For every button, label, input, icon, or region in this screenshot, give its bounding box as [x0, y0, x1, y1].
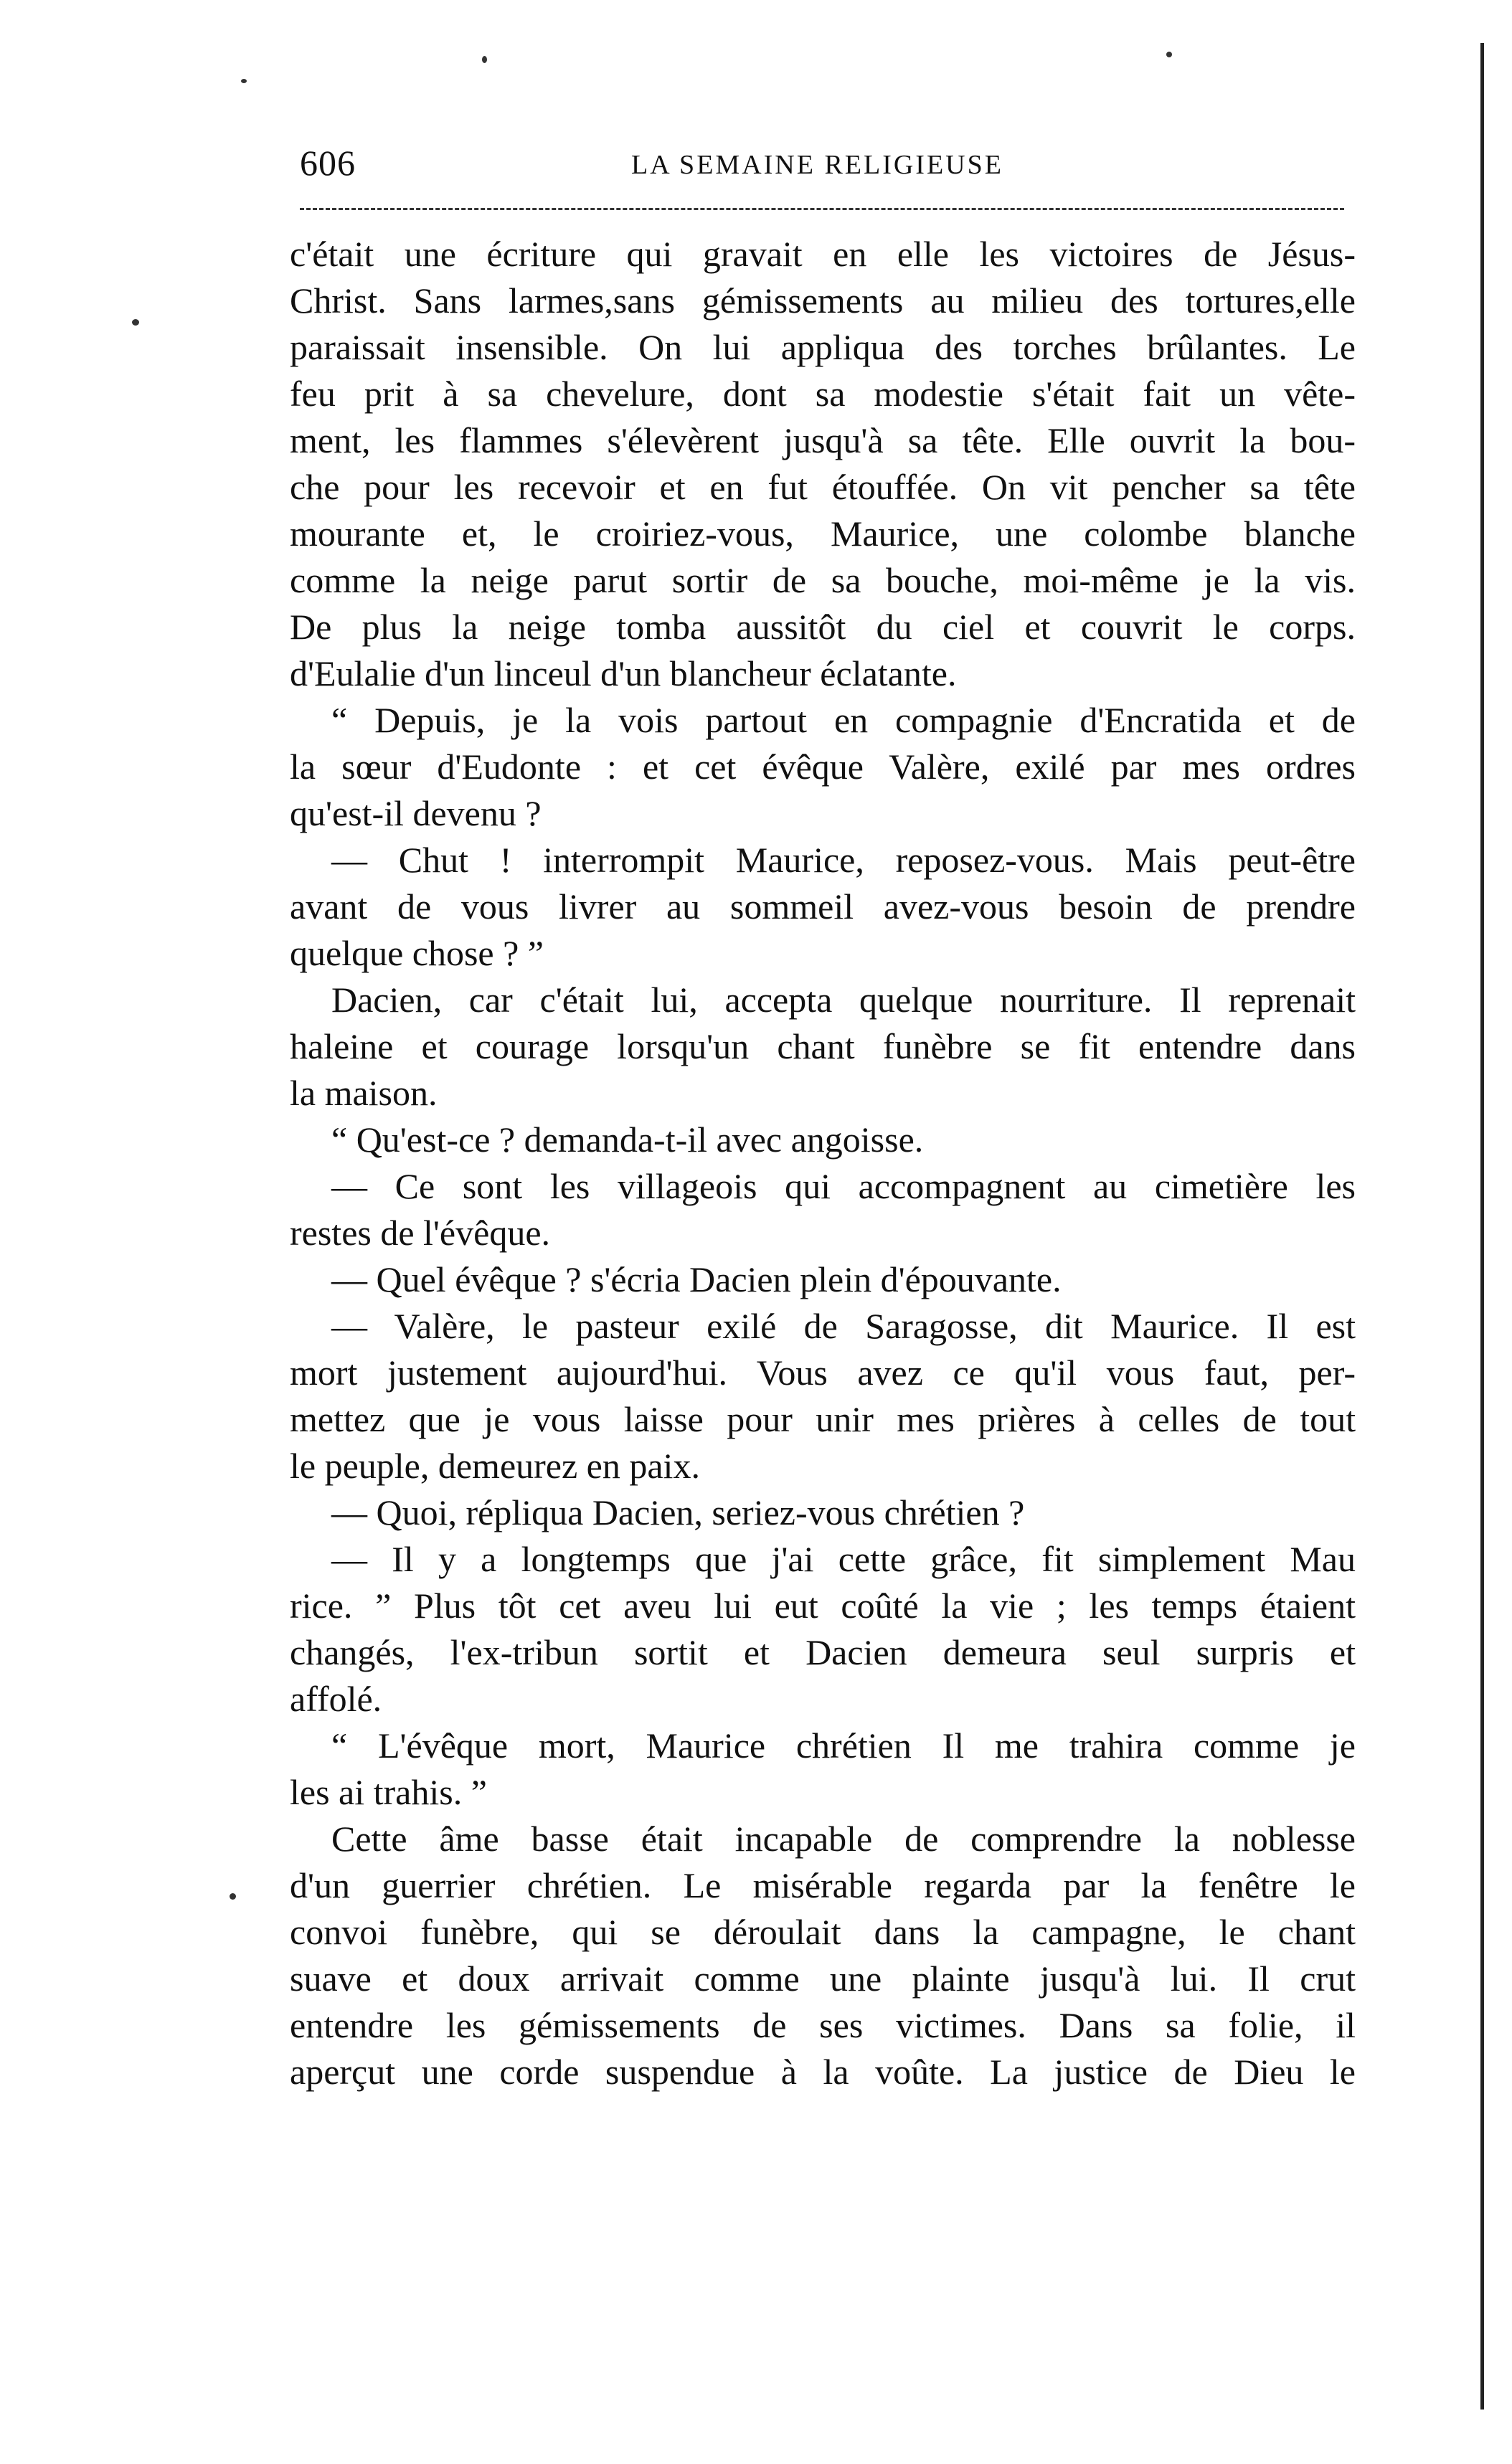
text-line: d'Eulalie d'un linceul d'un blancheur éclatante. [290, 653, 957, 693]
scan-speck [482, 56, 487, 63]
text-line: che pour les recevoir et en fut étouffée. On vit pencher sa tête [290, 467, 1356, 507]
text-line: paraissait insensible. On lui appliqua des torches brûlantes. Le [290, 327, 1356, 367]
text-line: De plus la neige tomba aussitôt du ciel et couvrit le corps. [290, 607, 1356, 647]
scan-speck [1166, 52, 1172, 57]
text-line: la sœur d'Eudonte : et cet évêque Valère, exilé par mes ordres [290, 747, 1356, 787]
text-line: rice. ” Plus tôt cet aveu lui eut coûté la vie ; les temps étaient [290, 1586, 1356, 1626]
text-line: feu prit à sa chevelure, dont sa modestie s'était fait un vête- [290, 374, 1356, 414]
text-line: le peuple, demeurez en paix. [290, 1446, 700, 1486]
text-line: avant de vous livrer au sommeil avez-vous besoin de prendre [290, 886, 1356, 927]
text-line: affolé. [290, 1679, 382, 1719]
text-line: aperçut une corde suspendue à la voûte. La justice de Dieu le [290, 2052, 1356, 2092]
scan-speck [241, 79, 247, 83]
text-line: “ Depuis, je la vois partout en compagnie d'Encratida et de [331, 700, 1356, 740]
scan-speck [132, 319, 139, 326]
text-line: qu'est-il devenu ? [290, 793, 542, 833]
text-line: mourante et, le croiriez-vous, Maurice, une colombe blanche [290, 513, 1356, 554]
text-line: “ L'évêque mort, Maurice chrétien Il me trahira comme je [331, 1725, 1356, 1766]
text-line: — Ce sont les villageois qui accompagnent au cimetière les [331, 1166, 1356, 1206]
text-line: — Chut ! interrompit Maurice, reposez-vous. Mais peut-être [331, 840, 1356, 880]
text-line: Christ. Sans larmes,sans gémissements au milieu des tortures,elle [290, 280, 1356, 321]
body-text [290, 231, 1356, 2095]
text-line: Cette âme basse était incapable de comprendre la noblesse [331, 1819, 1356, 1859]
text-line: quelque chose ? ” [290, 933, 544, 973]
text-line: mort justement aujourd'hui. Vous avez ce qu'il vous faut, per- [290, 1352, 1356, 1393]
text-line: mettez que je vous laisse pour unir mes prières à celles de tout [290, 1399, 1356, 1439]
text-line: Dacien, car c'était lui, accepta quelque nourriture. Il reprenait [331, 980, 1356, 1020]
page-edge-border [1480, 43, 1484, 2409]
text-line: — Quel évêque ? s'écria Dacien plein d'épouvante. [331, 1259, 1062, 1299]
text-line: restes de l'évêque. [290, 1213, 551, 1253]
text-line: comme la neige parut sortir de sa bouche, moi-même je la vis. [290, 560, 1356, 600]
text-line: d'un guerrier chrétien. Le misérable regarda par la fenêtre le [290, 1865, 1356, 1905]
text-line: convoi funèbre, qui se déroulait dans la campagne, le chant [290, 1912, 1356, 1952]
page-number: 606 [300, 143, 356, 183]
header-rule [300, 208, 1344, 210]
text-line: entendre les gémissements de ses victimes. Dans sa folie, il [290, 2005, 1356, 2045]
text-line: changés, l'ex-tribun sortit et Dacien demeura seul surpris et [290, 1632, 1356, 1672]
text-line: “ Qu'est-ce ? demanda-t-il avec angoisse. [331, 1119, 924, 1160]
text-line: les ai trahis. ” [290, 1772, 487, 1812]
text-line: haleine et courage lorsqu'un chant funèbre se fit entendre dans [290, 1026, 1356, 1066]
text-line: — Valère, le pasteur exilé de Saragosse, dit Maurice. Il est [331, 1306, 1356, 1346]
running-head: LA SEMAINE RELIGIEUSE [631, 150, 1003, 180]
text-line: suave et doux arrivait comme une plainte jusqu'à lui. Il crut [290, 1958, 1356, 1999]
text-line: — Quoi, répliqua Dacien, seriez-vous chrétien ? [331, 1492, 1025, 1532]
text-line: ment, les flammes s'élevèrent jusqu'à sa tête. Elle ouvrit la bou- [290, 420, 1356, 460]
text-line: la maison. [290, 1073, 438, 1113]
text-line: c'était une écriture qui gravait en elle les victoires de Jésus- [290, 234, 1356, 274]
scan-speck [230, 1893, 236, 1900]
text-line: — Il y a longtemps que j'ai cette grâce, fit simplement Mau [331, 1539, 1356, 1579]
